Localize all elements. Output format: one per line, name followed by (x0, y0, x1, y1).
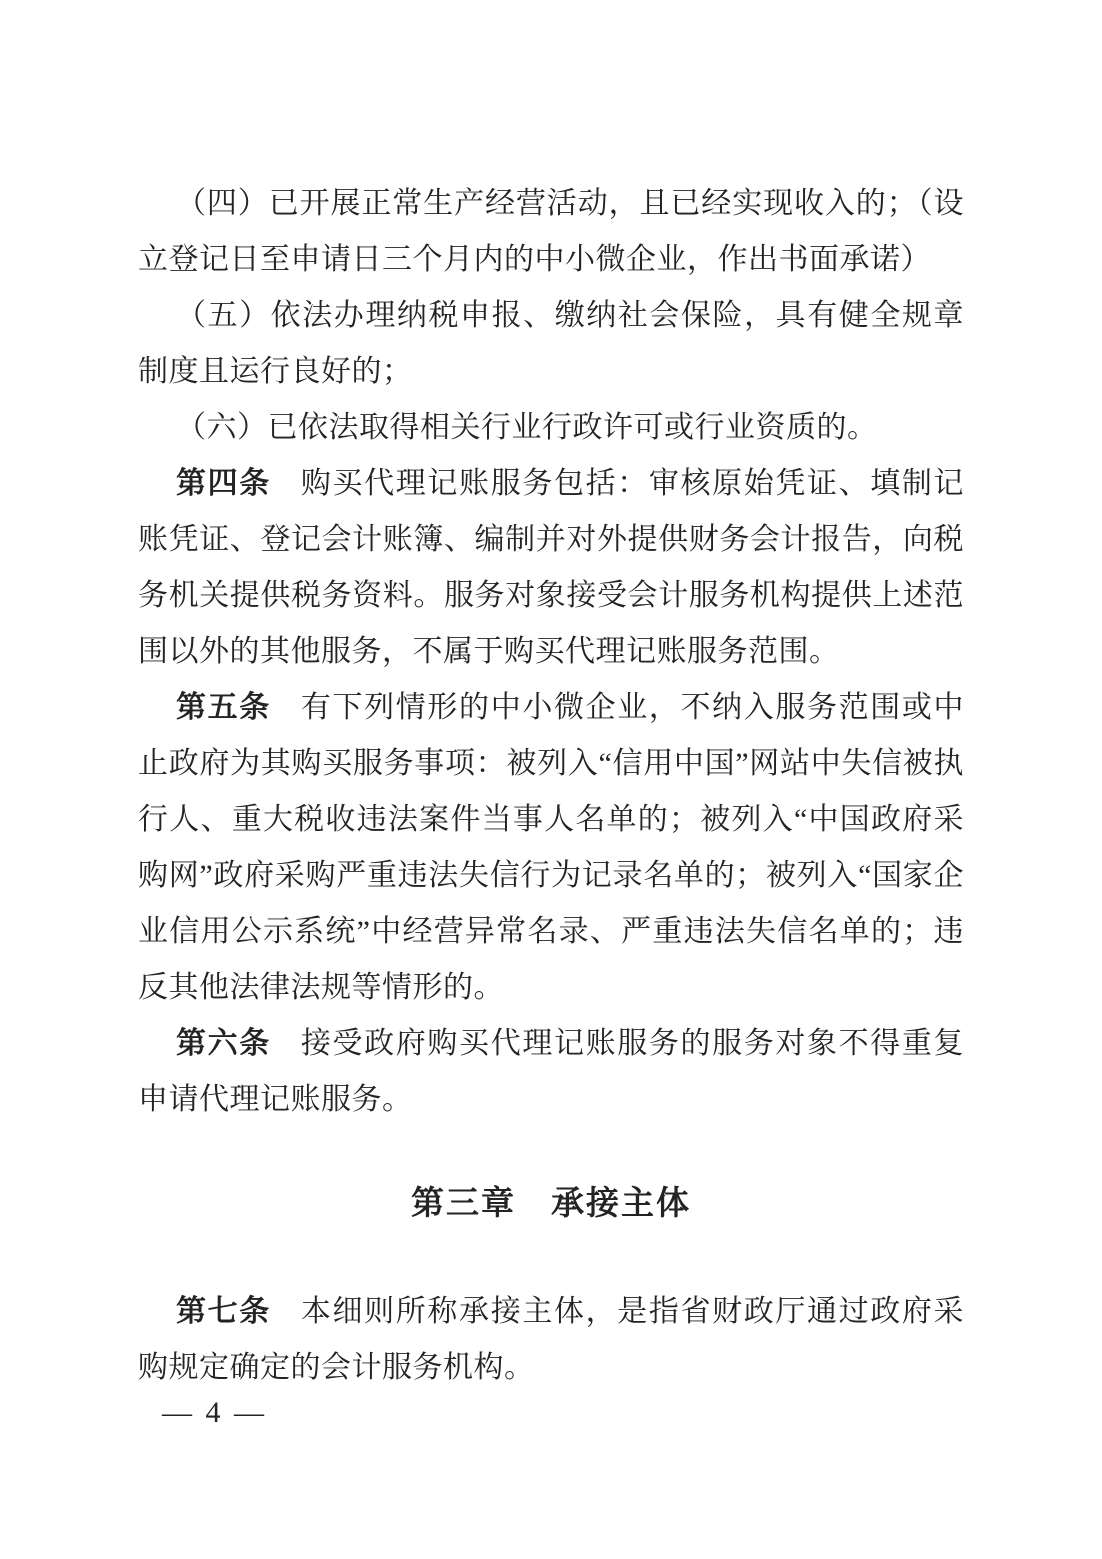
document-body (138, 176, 964, 1396)
paragraph-item-4 (138, 176, 964, 288)
paragraph-text: 接受政府购买代理记账服务的服务对象不得重复申请代理记账服务。 (138, 1027, 965, 1116)
paragraph-item-6 (138, 400, 964, 456)
paragraph-text: 本细则所称承接主体，是指省财政厅通过政府采购规定确定的会计服务机构。 (138, 1295, 965, 1384)
article-number: 第五条 (176, 691, 271, 724)
paragraph-text: 购买代理记账服务包括：审核原始凭证、填制记账凭证、登记会计账簿、编制并对外提供财务会计报告，向税务机关提供税务资料。服务对象接受会计服务机构提供上述范围以外的其他服务，不属于购买代理记账服务范围。 (138, 467, 965, 668)
paragraph-text: 有下列情形的中小微企业，不纳入服务范围或中止政府为其购买服务事项：被列入“信用中国”网站中失信被执行人、重大税收违法案件当事人名单的；被列入“中国政府采购网”政府采购严重违法失信行为记录名单的；被列入“国家企业信用公示系统”中经营异常名录、严重违法失信名单的；违反其他法律法规等情形的。 (138, 691, 965, 1004)
chapter-heading: 第三章 承接主体 (411, 1186, 691, 1222)
page-number: — 4 — (162, 1396, 267, 1429)
article-number: 第四条 (176, 467, 271, 500)
paragraph-text: （六）已依法取得相关行业行政许可或行业资质的。 (176, 411, 878, 444)
paragraph-item-5 (138, 288, 964, 400)
article-number: 第六条 (176, 1027, 271, 1060)
paragraph-article-4 (138, 456, 964, 680)
paragraph-text: （五）依法办理纳税申报、缴纳社会保险，具有健全规章制度且运行良好的； (138, 299, 964, 388)
paragraph-text: （四）已开展正常生产经营活动，且已经实现收入的；（设立登记日至申请日三个月内的中小微企业，作出书面承诺） (138, 187, 964, 276)
paragraph-article-6 (138, 1016, 964, 1128)
paragraph-article-5 (138, 680, 964, 1016)
article-number: 第七条 (176, 1295, 271, 1328)
paragraph-article-7 (138, 1284, 964, 1396)
